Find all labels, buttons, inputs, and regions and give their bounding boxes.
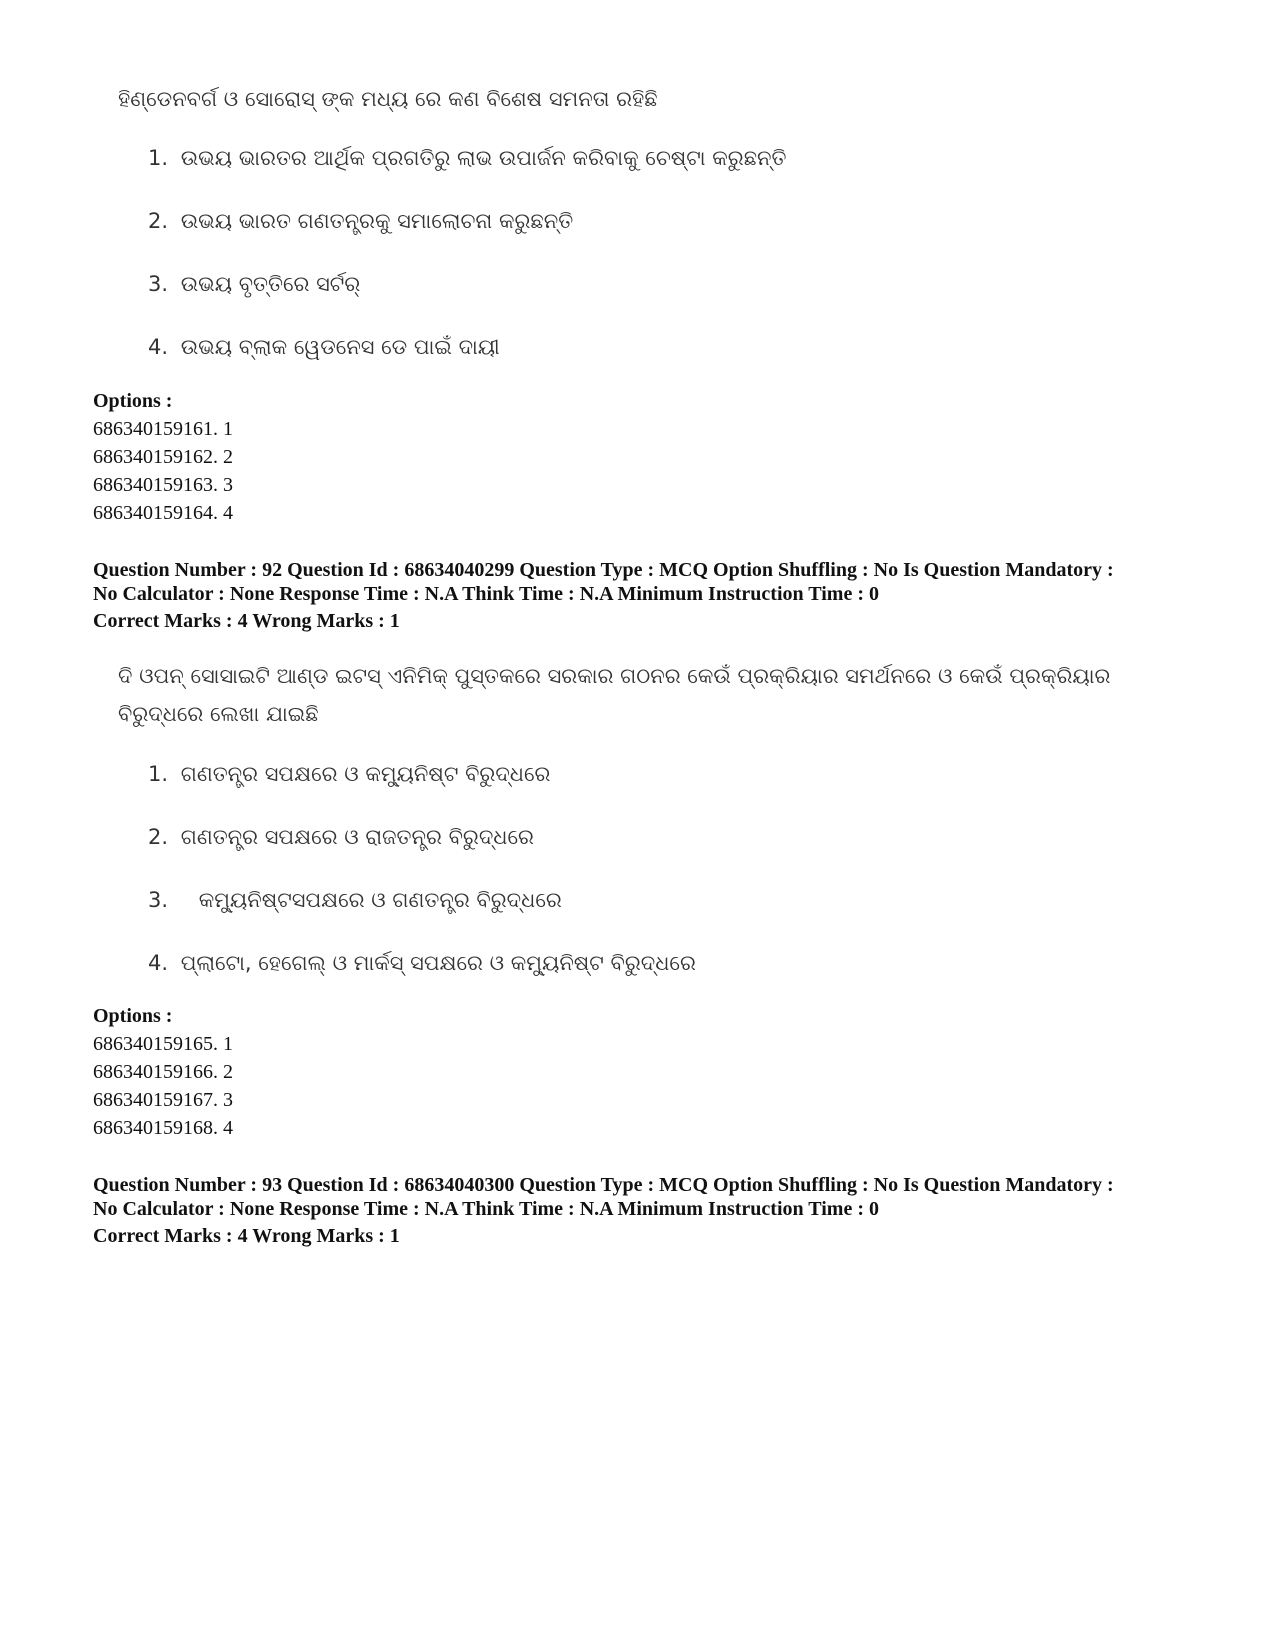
meta-line: Question Number : 93 Question Id : 68634040300 Question Type : MCQ Option Shuffling : No Is Question Mandatory : xyxy=(93,1174,1114,1196)
item-number: 4. xyxy=(148,951,169,975)
question-91-text: ହିଣ୍ଡେନବର୍ଗ ଓ ସୋରୋସ୍ ଙ୍କ ମଧ୍ୟ ରେ କଣ ବିଶେଷ ସମନତା ରହିଛି xyxy=(118,87,658,111)
item-number: 4. xyxy=(148,335,169,359)
option-line: 686340159168. 4 xyxy=(93,1117,233,1139)
option-line: 686340159162. 2 xyxy=(93,446,233,468)
item-text: ଉଭୟ ବୃତ୍ତିରେ ସର୍ଟର୍ xyxy=(180,272,361,296)
question-92-item-2 xyxy=(148,825,1148,850)
option-line: 686340159163. 3 xyxy=(93,474,233,496)
item-text: ଗଣତନ୍ତ୍ର ସପକ୍ଷରେ ଓ କମ୍ୟୁନିଷ୍ଟ ବିରୁଦ୍ଧରେ xyxy=(180,762,551,786)
item-number: 3. xyxy=(148,272,169,296)
options-label: Options : xyxy=(93,390,173,412)
question-91-item-4 xyxy=(148,335,1148,360)
option-line: 686340159161. 1 xyxy=(93,418,233,440)
option-line: 686340159166. 2 xyxy=(93,1061,233,1083)
item-number: 3. xyxy=(148,888,169,912)
question-93-marks: Correct Marks : 4 Wrong Marks : 1 xyxy=(93,1225,400,1247)
question-92-meta xyxy=(93,558,1213,606)
option-line: 686340159165. 1 xyxy=(93,1033,233,1055)
meta-line: No Calculator : None Response Time : N.A Think Time : N.A Minimum Instruction Time : 0 xyxy=(93,1198,879,1220)
item-text: ଉଭୟ ଭାରତ ଗଣତନ୍ତ୍ରକୁ ସମାଲୋଚନା କରୁଛନ୍ତି xyxy=(180,209,574,233)
options-label: Options : xyxy=(93,1005,173,1027)
item-number: 2. xyxy=(148,825,169,849)
question-91-item-1 xyxy=(148,146,1148,171)
question-92-text: ଦି ଓପନ୍ ସୋସାଇଟି ଆଣ୍ଡ ଇଟସ୍ ଏନିମିକ୍ ପୁସ୍ତକରେ ସରକାର ଗଠନର କେଉଁ ପ୍ରକ୍ରିୟାର ସମର୍ଥନରେ ଓ କେଉଁ ପ୍ରକ୍ରିୟାର ବିରୁଦ୍ଧରେ ଲେଖା ଯାଇଛି xyxy=(118,664,1111,726)
option-line: 686340159167. 3 xyxy=(93,1089,233,1111)
item-number: 2. xyxy=(148,209,169,233)
question-93-meta xyxy=(93,1173,1213,1221)
item-text: ଉଭୟ ଭାରତର ଆର୍ଥିକ ପ୍ରଗତିରୁ ଲାଭ ଉପାର୍ଜନ କରିବାକୁ ଚେଷ୍ଟା କରୁଛନ୍ତି xyxy=(180,146,787,170)
meta-line: No Calculator : None Response Time : N.A Think Time : N.A Minimum Instruction Time : 0 xyxy=(93,583,879,605)
question-92-item-1 xyxy=(148,762,1148,787)
question-91-item-2 xyxy=(148,209,1148,234)
item-number: 1. xyxy=(148,762,169,786)
item-text: ପ୍ଲାଟୋ, ହେଗେଲ୍ ଓ ମାର୍କସ୍ ସପକ୍ଷରେ ଓ କମ୍ୟୁନିଷ୍ଟ ବିରୁଦ୍ଧରେ xyxy=(180,951,696,975)
item-text: ଗଣତନ୍ତ୍ର ସପକ୍ଷରେ ଓ ରାଜତନ୍ତ୍ର ବିରୁଦ୍ଧରେ xyxy=(180,825,534,849)
question-92-item-4 xyxy=(148,951,1148,976)
item-text: କମ୍ୟୁନିଷ୍ଟସପକ୍ଷରେ ଓ ଗଣତନ୍ତ୍ର ବିରୁଦ୍ଧରେ xyxy=(198,888,562,912)
option-line: 686340159164. 4 xyxy=(93,502,233,524)
question-91-item-3 xyxy=(148,272,1148,297)
meta-line: Question Number : 92 Question Id : 68634040299 Question Type : MCQ Option Shuffling : No Is Question Mandatory : xyxy=(93,559,1114,581)
item-number: 1. xyxy=(148,146,169,170)
item-text: ଉଭୟ ବ୍ଲାକ ୱେଡନେସ ଡେ ପାଇଁ ଦାୟୀ xyxy=(180,335,500,359)
question-92-marks: Correct Marks : 4 Wrong Marks : 1 xyxy=(93,610,400,632)
question-92-item-3 xyxy=(148,888,1148,913)
